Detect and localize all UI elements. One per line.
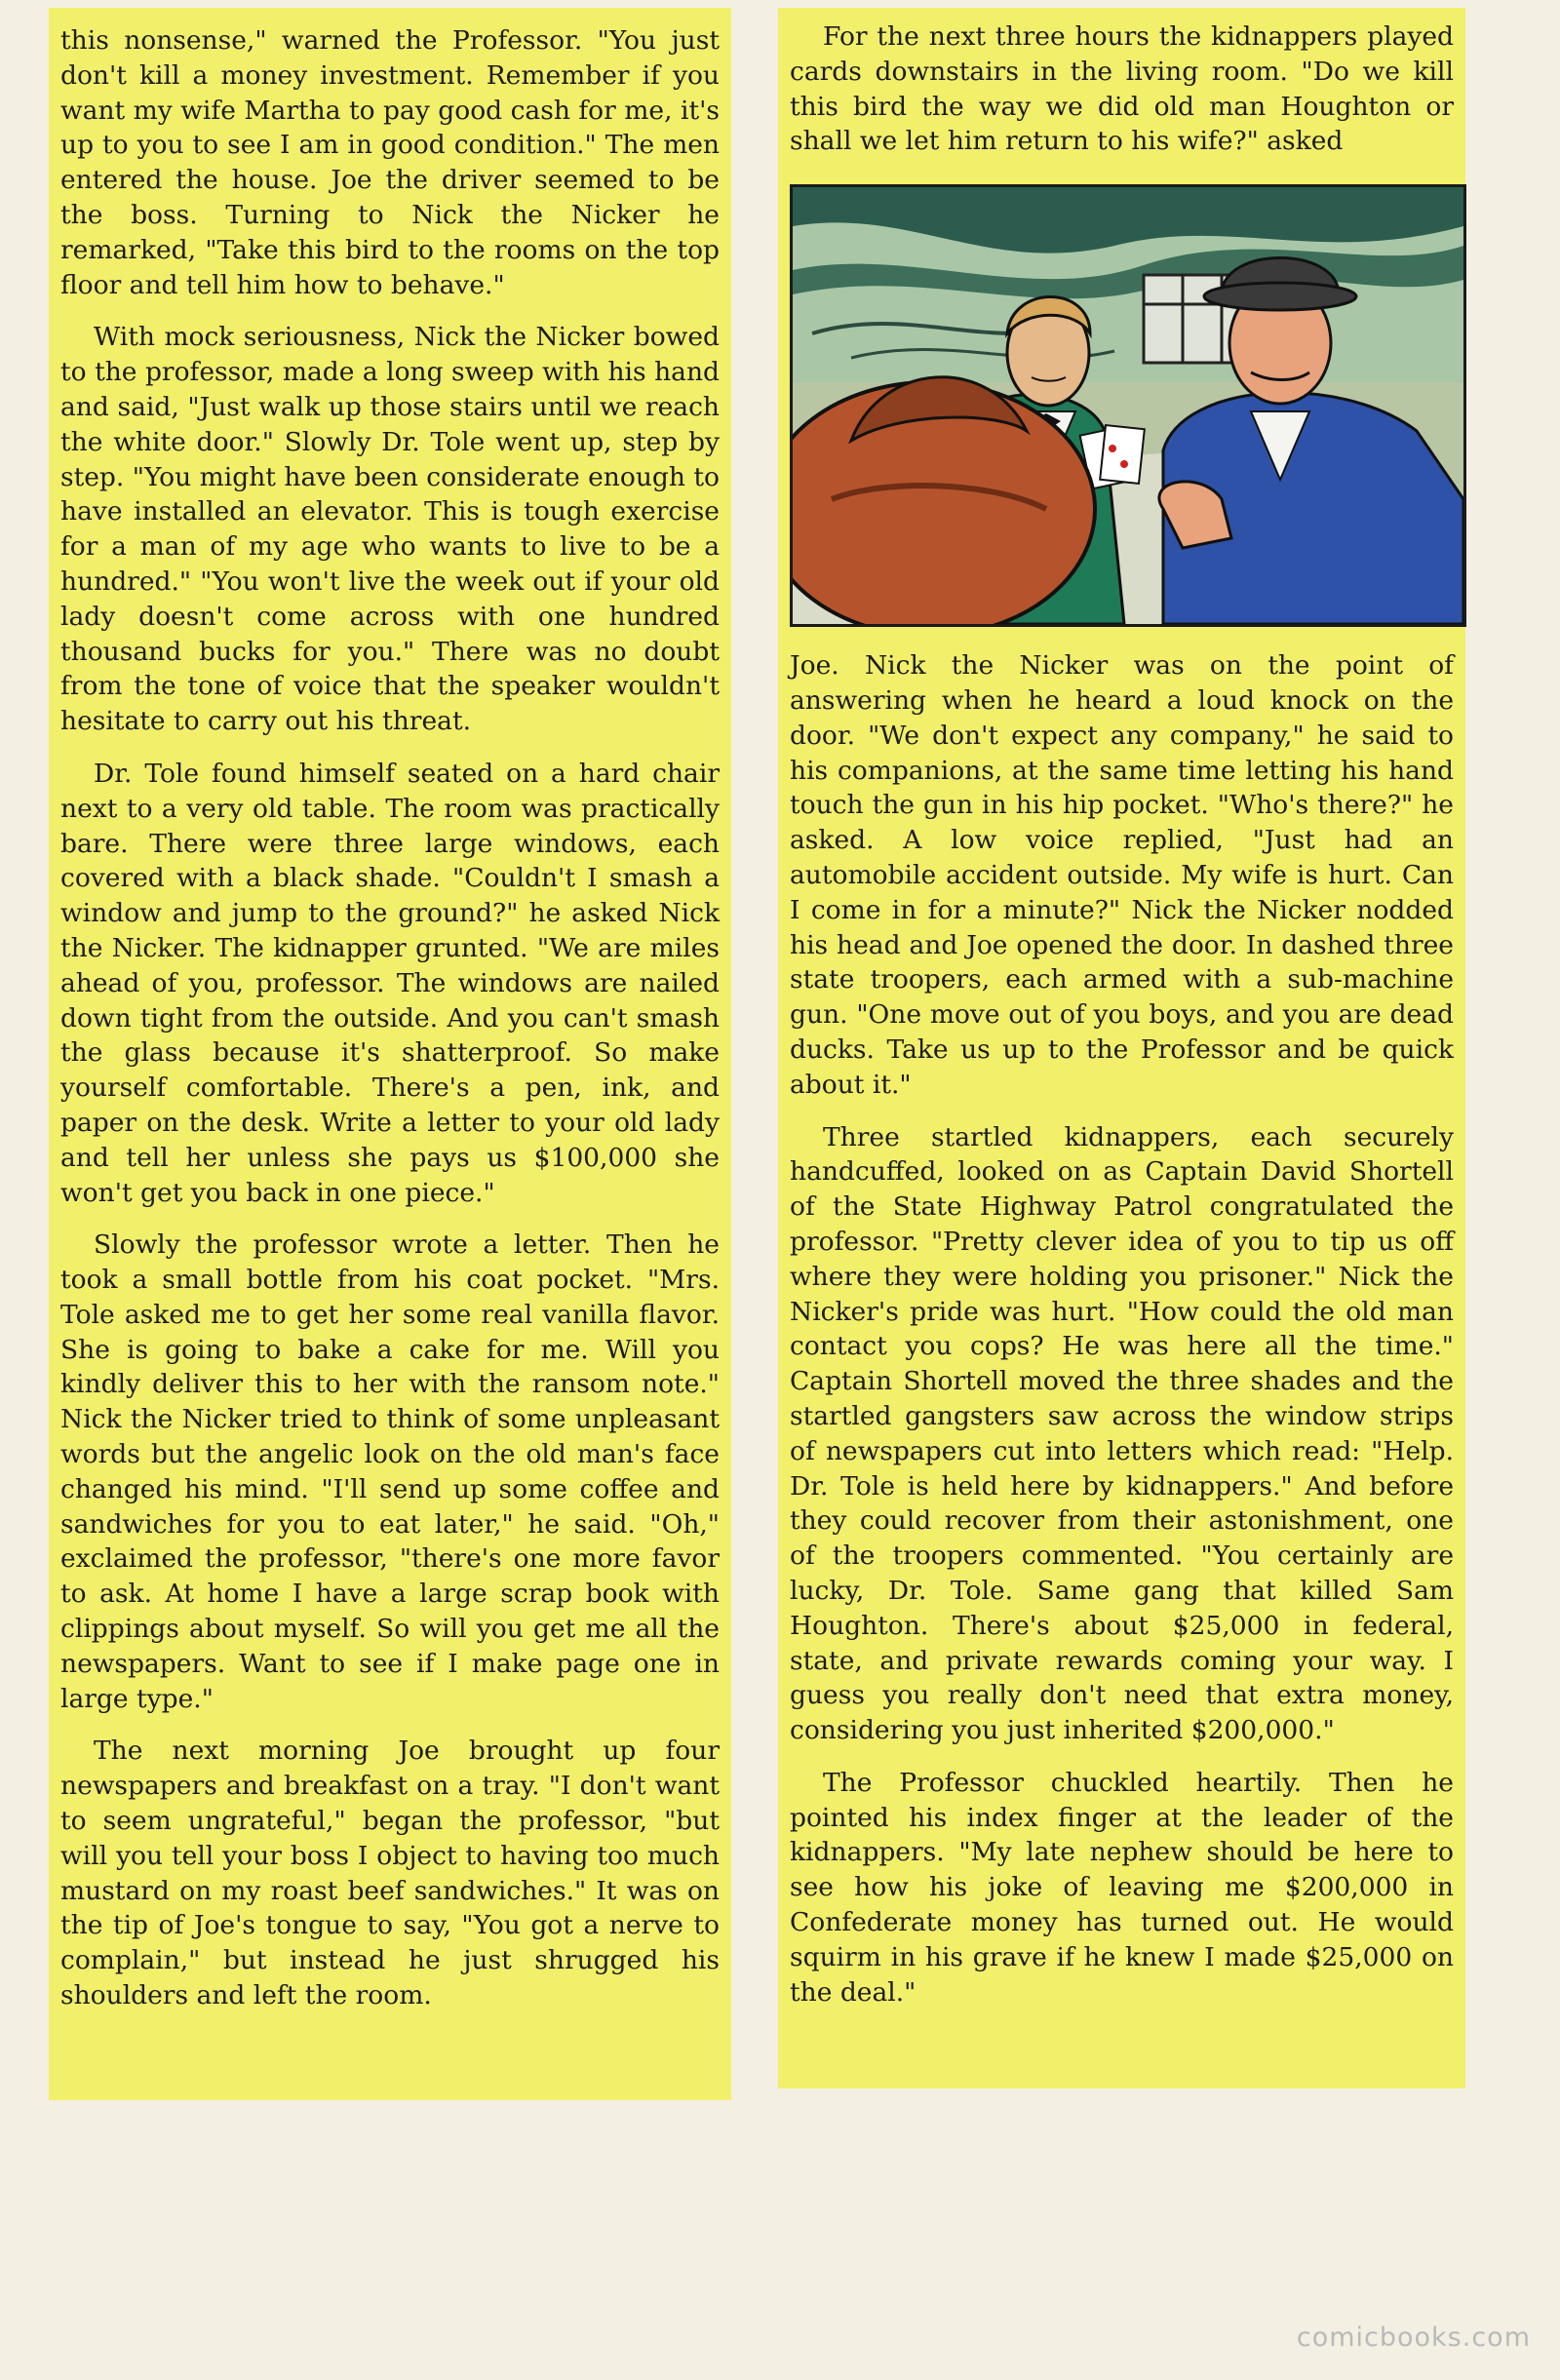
story-paragraph: The next morning Joe brought up four newspapers and breakfast on a tray. "I don't want to seem ungrateful," began the professor, "but will you tell your boss I object to having too much mustard on my roast beef sandwiches." It was on the tip of Joe's tongue to say, "You got a nerve to complain," but instead he just shrugged his shoulders and left the room. xyxy=(60,1736,720,2011)
story-paragraph: Joe. Nick the Nicker was on the point of answering when he heard a loud knock on the door. "We don't expect any company," he said to his companions, at the same time letting his hand touch the gun in his hip pocket. "Who's there?" he asked. A low voice replied, "Just had an automobile accident outside. My wife is hurt. Can I come in for a minute?" Nick the Nicker nodded his head and Joe opened the door. In dashed three state troopers, each armed with a sub-machine gun. "One move out of you boys, and you are dead ducks. Take us up to the Professor and be quick about it." xyxy=(790,650,1454,1100)
watermark: comicbooks.com xyxy=(1296,2322,1531,2353)
story-paragraph: Slowly the professor wrote a letter. Then he took a small bottle from his coat pocket. "Mrs. Tole asked me to get her some real vanilla flavor. She is going to bake a cake for me. Will you kindly deliver this to her with the ransom note." Nick the Nicker tried to think of some unpleasant words but the angelic look on the old man's face changed his mind. "I'll send up some coffee and sandwiches for you to eat later," he said. "Oh," exclaimed the professor, "there's one more favor to ask. At home I have a large scrap book with clippings about myself. So will you get me all the newspapers. Want to see if I make page one in large type." xyxy=(60,1229,720,1714)
story-paragraph: Dr. Tole found himself seated on a hard chair next to a very old table. The room was practically bare. There were three large windows, each covered with a black shade. "Couldn't I smash a window and jump to the ground?" he asked Nick the Nicker. The kidnapper grunted. "We are miles ahead of you, professor. The windows are nailed down tight from the outside. And you can't smash the glass because it's shatterproof. So make yourself comfortable. There's a pen, ink, and paper on the desk. Write a letter to your old lady and tell her unless she pays us $100,000 she won't get you back in one piece." xyxy=(60,758,720,1208)
story-paragraph: With mock seriousness, Nick the Nicker bowed to the professor, made a long sweep with his hand and said, "Just walk up those stairs until we reach the white door." Slowly Dr. Tole went up, step by step. "You might have been considerate enough to have installed an elevator. This is tough exercise for a man of my age who wants to live to be a hundred." "You won't live the week out if your old lady doesn't come across with one hundred thousand bucks for you." There was no doubt from the tone of voice that the speaker wouldn't hesitate to carry out his threat. xyxy=(60,322,720,737)
story-paragraph: Three startled kidnappers, each securely handcuffed, looked on as Captain David Shortell of the State Highway Patrol congratulated the professor. "Pretty clever idea of you to tip us off where they were holding you prisoner." Nick the Nicker's pride was hurt. "How could the old man contact you cops? He was here all the time." Captain Shortell moved the three shades and the startled gangsters saw across the window strips of newspapers cut into letters which read: "Help. Dr. Tole is held here by kidnappers." And before they could recover from their astonishment, one of the troopers commented. "You certainly are lucky, Dr. Tole. Same gang that killed Sam Houghton. There's about $25,000 in federal, state, and private rewards coming your way. I guess you really don't need that extra money, considering you just inherited $200,000." xyxy=(790,1121,1454,1746)
kidnappers-playing-cards-illustration xyxy=(793,187,1463,624)
story-column-left xyxy=(49,8,731,2100)
story-column-right xyxy=(778,8,1465,2088)
story-paragraph: The Professor chuckled heartily. Then he pointed his index finger at the leader of the kidnappers. "My late nephew should be here to see how his joke of leaving me $200,000 in Confederate money has turned out. He would squirm in his grave if he knew I made $25,000 on the deal." xyxy=(790,1767,1454,2008)
card-game-illustration xyxy=(790,184,1466,627)
story-paragraph: this nonsense," warned the Professor. "You just don't kill a money investment. Remember if you want my wife Martha to pay good cash for me, it's up to you to see I am in good condition." The men entered the house. Joe the driver seemed to be the boss. Turning to Nick the Nicker he remarked, "Take this bird to the rooms on the top floor and tell him how to behave." xyxy=(60,25,720,300)
story-paragraph: For the next three hours the kidnappers played cards downstairs in the living room. "Do we kill this bird the way we did old man Houghton or shall we let him return to his wife?" asked xyxy=(790,21,1454,157)
